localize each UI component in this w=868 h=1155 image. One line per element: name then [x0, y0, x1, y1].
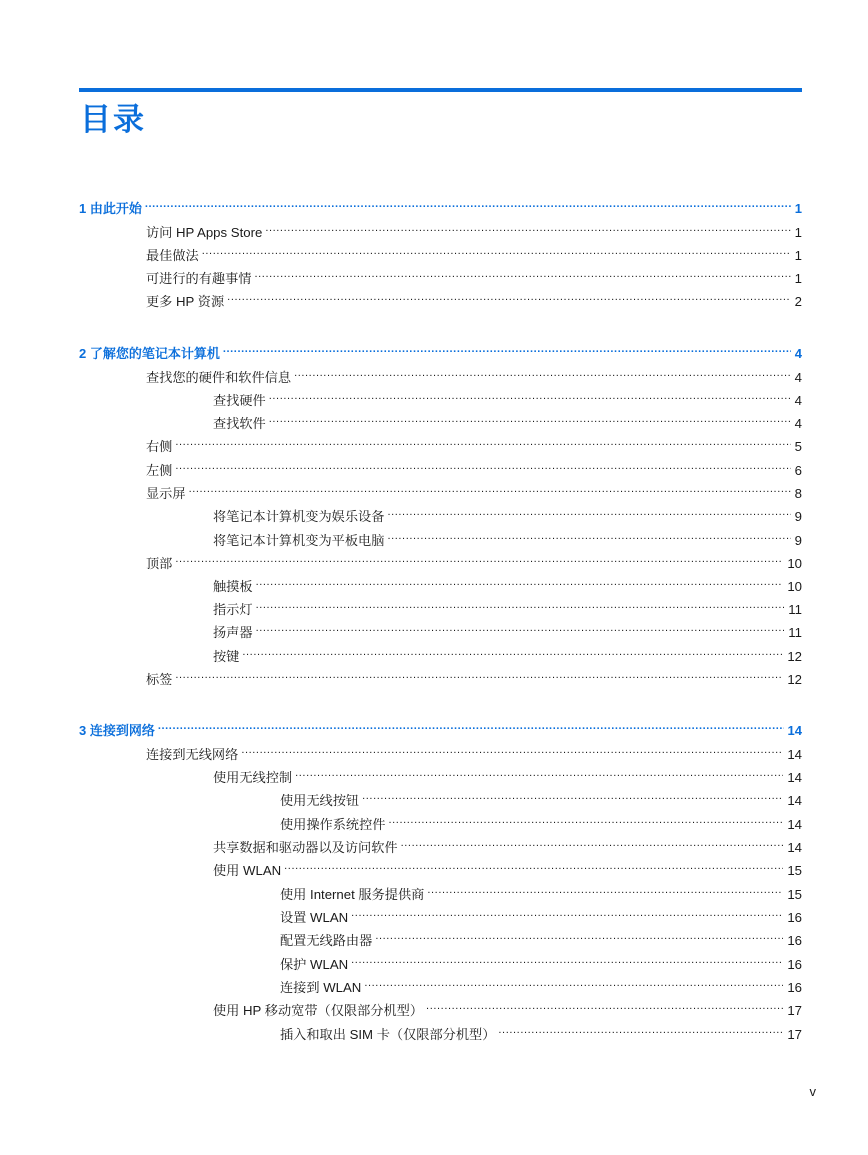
toc-entry-label: 使用无线控制: [213, 770, 293, 785]
toc-entry[interactable]: [146, 455, 802, 478]
toc-dot-leader: [256, 571, 784, 591]
toc-chapter-entry[interactable]: [79, 715, 802, 738]
toc-dot-leader: [426, 995, 783, 1015]
toc-entry-page: 14: [787, 793, 802, 808]
toc-entry-label: 1 由此开始: [79, 201, 142, 216]
toc-dot-leader: [389, 809, 784, 829]
page-number: v: [809, 1084, 816, 1099]
toc-entry[interactable]: [280, 949, 802, 972]
toc-dot-leader: [158, 715, 784, 735]
toc-entry-page: 17: [787, 1003, 802, 1018]
toc-dot-leader: [175, 664, 783, 684]
toc-dot-leader: [351, 902, 783, 922]
toc-entry-page: 16: [787, 980, 802, 995]
toc-entry[interactable]: [213, 571, 802, 594]
toc-entry-label: 共享数据和驱动器以及访问软件: [213, 840, 398, 855]
toc-dot-leader: [284, 855, 783, 875]
toc-entry-page: 16: [787, 957, 802, 972]
toc-entry-label: 使用 HP 移动宽带（仅限部分机型）: [213, 1003, 424, 1018]
toc-dot-leader: [294, 362, 791, 382]
toc-entry[interactable]: [213, 408, 802, 431]
toc-entry-page: 4: [794, 416, 802, 431]
toc-entry-page: 14: [787, 770, 802, 785]
toc-entry-page: 14: [787, 723, 802, 738]
toc-entry-page: 4: [794, 370, 802, 385]
toc-entry-label: 扬声器: [213, 625, 253, 640]
toc-entry[interactable]: [146, 263, 802, 286]
toc-entry[interactable]: [213, 641, 802, 664]
toc-dot-leader: [189, 478, 791, 498]
toc-entry[interactable]: [146, 739, 802, 762]
toc-entry-page: 15: [787, 887, 802, 902]
toc-entry-label: 标签: [146, 672, 173, 687]
toc-entry[interactable]: [213, 832, 802, 855]
toc-dot-leader: [498, 1019, 783, 1039]
toc-dot-leader: [223, 338, 791, 358]
toc-dot-leader: [241, 739, 783, 759]
toc-entry-page: 4: [794, 393, 802, 408]
toc-dot-leader: [175, 548, 783, 568]
toc-entry-label: 触摸板: [213, 579, 253, 594]
toc-entry-label: 使用操作系统控件: [280, 817, 386, 832]
toc-entry-label: 可进行的有趣事情: [146, 271, 252, 286]
toc-entry[interactable]: [280, 925, 802, 948]
toc-entry-page: 14: [787, 817, 802, 832]
toc-entry-label: 使用无线按钮: [280, 793, 360, 808]
toc-entry-label: 将笔记本计算机变为平板电脑: [213, 533, 385, 548]
title-rule: [79, 88, 802, 92]
toc-entry-label: 访问 HP Apps Store: [146, 225, 263, 240]
toc-entry[interactable]: [146, 431, 802, 454]
toc-entry[interactable]: [280, 809, 802, 832]
toc-entry-label: 将笔记本计算机变为娱乐设备: [213, 509, 385, 524]
toc-dot-leader: [269, 408, 791, 428]
toc-dot-leader: [145, 193, 791, 213]
toc-dot-leader: [227, 286, 790, 306]
toc-entry-label: 指示灯: [213, 602, 253, 617]
toc-entry-page: 15: [787, 863, 802, 878]
toc-entry-label: 左侧: [146, 463, 173, 478]
toc-dot-leader: [256, 617, 785, 637]
toc-entry[interactable]: [213, 855, 802, 878]
toc-entry[interactable]: [213, 617, 802, 640]
toc-entry-label: 查找硬件: [213, 393, 266, 408]
toc-entry-label: 3 连接到网络: [79, 723, 155, 738]
toc-entry[interactable]: [280, 785, 802, 808]
toc-dot-leader: [269, 385, 791, 405]
toc-entry-page: 11: [788, 602, 802, 617]
toc-entry[interactable]: [280, 972, 802, 995]
toc-entry[interactable]: [213, 995, 802, 1018]
toc-entry-page: 12: [787, 672, 802, 687]
toc-entry-page: 4: [794, 346, 802, 361]
toc-entry-label: 使用 Internet 服务提供商: [280, 887, 425, 902]
toc-entry[interactable]: [213, 525, 802, 548]
toc-dot-leader: [362, 785, 783, 805]
toc-entry-label: 保护 WLAN: [280, 957, 349, 972]
toc-dot-leader: [295, 762, 783, 782]
toc-entry[interactable]: [146, 286, 802, 309]
toc-entry-label: 插入和取出 SIM 卡（仅限部分机型）: [280, 1027, 496, 1042]
toc-dot-leader: [375, 925, 783, 945]
toc-entry-page: 11: [788, 625, 802, 640]
toc-entry-label: 更多 HP 资源: [146, 294, 225, 309]
toc-entry-page: 1: [794, 201, 802, 216]
toc-entry-page: 9: [794, 533, 802, 548]
toc-entry-label: 右侧: [146, 439, 173, 454]
toc-entry-label: 连接到 WLAN: [280, 980, 362, 995]
toc-entry-page: 14: [787, 840, 802, 855]
toc-dot-leader: [387, 501, 790, 521]
toc-entry-page: 6: [794, 463, 802, 478]
toc-entry[interactable]: [146, 664, 802, 687]
toc-entry[interactable]: [146, 548, 802, 571]
toc-entry-label: 使用 WLAN: [213, 863, 282, 878]
toc-chapter-entry[interactable]: [79, 193, 802, 216]
toc-entry-page: 1: [794, 248, 802, 263]
toc-entry[interactable]: [280, 902, 802, 925]
toc-entry-label: 查找您的硬件和软件信息: [146, 370, 292, 385]
toc-entry-page: 12: [787, 649, 802, 664]
toc-dot-leader: [256, 594, 785, 614]
toc-entry-label: 配置无线路由器: [280, 933, 373, 948]
toc-entry-label: 设置 WLAN: [280, 910, 349, 925]
toc-entry-label: 显示屏: [146, 486, 186, 501]
toc-entry-page: 1: [794, 225, 802, 240]
toc-entry-page: 17: [787, 1027, 802, 1042]
toc-entry[interactable]: [146, 217, 802, 240]
toc-entry-page: 16: [787, 933, 802, 948]
toc-dot-leader: [175, 455, 790, 475]
toc-dot-leader: [175, 431, 790, 451]
toc-entry-page: 16: [787, 910, 802, 925]
toc-dot-leader: [351, 949, 783, 969]
toc-entry[interactable]: [213, 594, 802, 617]
toc-entry[interactable]: [146, 478, 802, 501]
toc-entry-page: 10: [787, 579, 802, 594]
toc-dot-leader: [265, 217, 790, 237]
toc-entry-label: 顶部: [146, 556, 173, 571]
toc-entry[interactable]: [146, 240, 802, 263]
toc-entry-page: 5: [794, 439, 802, 454]
toc-entry[interactable]: [213, 385, 802, 408]
toc-entry-page: 9: [794, 509, 802, 524]
toc-entry[interactable]: [213, 762, 802, 785]
toc-entry-label: 按键: [213, 649, 240, 664]
toc-entry[interactable]: [213, 501, 802, 524]
toc-dot-leader: [242, 641, 783, 661]
toc-entry-page: 14: [787, 747, 802, 762]
toc-entry-label: 查找软件: [213, 416, 266, 431]
toc-entry[interactable]: [146, 362, 802, 385]
toc-dot-leader: [387, 525, 790, 545]
page-title: 目录: [80, 102, 146, 138]
toc-entry-label: 连接到无线网络: [146, 747, 239, 762]
toc-entry[interactable]: [280, 879, 802, 902]
toc-entry-page: 10: [787, 556, 802, 571]
toc-entry-page: 8: [794, 486, 802, 501]
toc-dot-leader: [364, 972, 783, 992]
toc-entry-page: 1: [794, 271, 802, 286]
toc-chapter-entry[interactable]: [79, 338, 802, 361]
toc-dot-leader: [255, 263, 791, 283]
toc-entry-label: 最佳做法: [146, 248, 199, 263]
toc-dot-leader: [401, 832, 784, 852]
toc-entry-page: 2: [794, 294, 802, 309]
toc-dot-leader: [202, 240, 791, 260]
toc-dot-leader: [427, 879, 783, 899]
toc-entry[interactable]: [280, 1019, 802, 1042]
toc-entry-label: 2 了解您的笔记本计算机: [79, 346, 220, 361]
